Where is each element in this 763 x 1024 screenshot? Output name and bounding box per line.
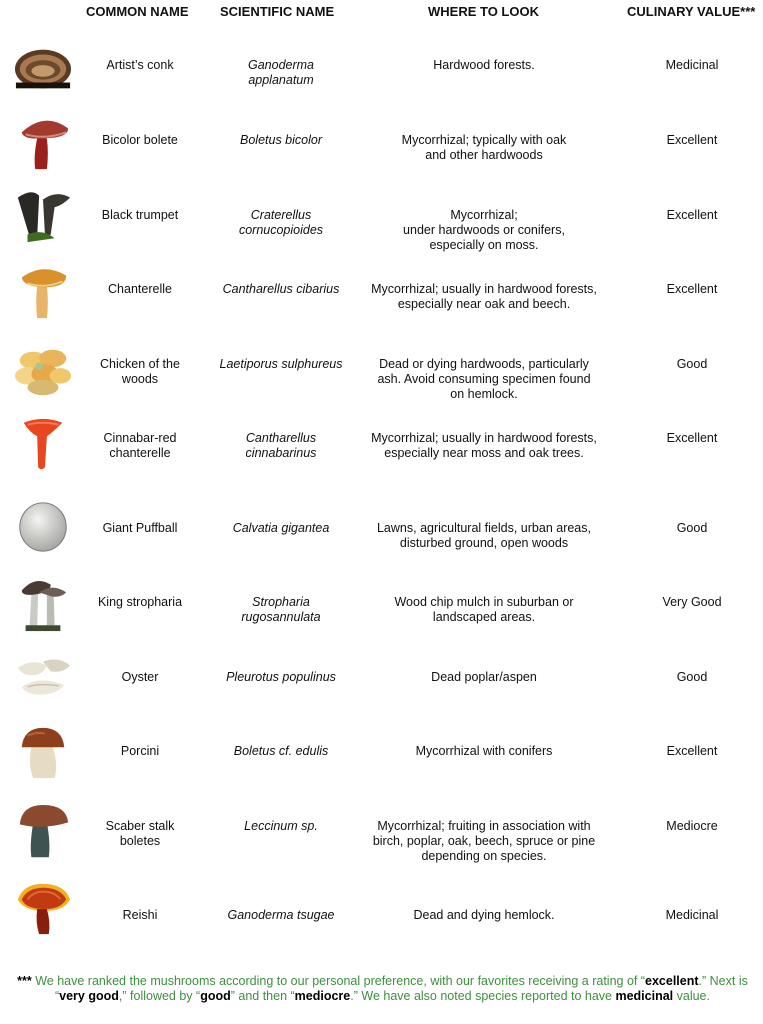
- footnote-emphasis: mediocre: [294, 989, 351, 1003]
- culinary-value: Good: [676, 670, 708, 684]
- scientific-name: Boletus cf. edulis: [233, 744, 329, 758]
- culinary-value: Good: [676, 357, 708, 371]
- scientific-name: Pleurotus populinus: [226, 670, 336, 684]
- footnote-text: value.: [673, 989, 710, 1003]
- scientific-name: Cantharellus cibarius: [222, 282, 340, 296]
- scaber-stalk-icon: [14, 805, 72, 863]
- chanterelle-icon: [14, 264, 72, 322]
- where-to-look: Dead or dying hardwoods, particularly ash. Avoid consuming specimen found on hemlock.: [377, 357, 591, 401]
- common-name: Chicken of the woods: [100, 357, 180, 386]
- footnote-text: .” Next is “: [54, 974, 748, 1003]
- common-name: Oyster: [121, 670, 159, 684]
- where-to-look: Lawns, agricultural fields, urban areas, disturbed ground, open woods: [376, 521, 591, 550]
- reishi-icon: [14, 880, 72, 938]
- where-to-look: Mycorrhizal with conifers: [415, 744, 553, 758]
- common-name: Giant Puffball: [102, 521, 178, 535]
- culinary-value: Very Good: [662, 595, 722, 609]
- footnote-emphasis: excellent: [645, 974, 699, 988]
- culinary-value: Excellent: [666, 744, 718, 758]
- artists-conk-icon: [14, 40, 72, 98]
- footnote-stars: ***: [17, 974, 32, 988]
- scientific-name: Leccinum sp.: [244, 819, 318, 833]
- common-name: Black trumpet: [101, 208, 179, 222]
- scientific-name: Ganoderma tsugae: [227, 908, 335, 922]
- common-name: Scaber stalk boletes: [105, 819, 175, 848]
- culinary-value: Good: [676, 521, 708, 535]
- culinary-value: Excellent: [666, 282, 718, 296]
- cinnabar-chanterelle-icon: [14, 415, 72, 473]
- footnote: [10, 974, 755, 1004]
- header-where-to-look: WHERE TO LOOK: [428, 4, 539, 19]
- porcini-icon: [14, 724, 72, 782]
- common-name: Porcini: [120, 744, 160, 758]
- culinary-value: Excellent: [666, 133, 718, 147]
- chicken-of-the-woods-icon: [14, 343, 72, 401]
- black-trumpet-icon: [14, 186, 72, 244]
- common-name: Cinnabar-red chanterelle: [103, 431, 177, 460]
- common-name: Chanterelle: [108, 282, 172, 296]
- scientific-name: Cantharellus cinnabarinus: [245, 431, 317, 460]
- header-scientific-name: SCIENTIFIC NAME: [220, 4, 335, 19]
- oyster-icon: [14, 654, 72, 712]
- footnote-text: ,” followed by “: [118, 989, 201, 1003]
- where-to-look: Hardwood forests.: [433, 58, 535, 72]
- culinary-value: Excellent: [666, 208, 718, 222]
- scientific-name: Boletus bicolor: [240, 133, 322, 147]
- culinary-value: Excellent: [666, 431, 718, 445]
- common-name: Reishi: [122, 908, 158, 922]
- culinary-value: Mediocre: [666, 819, 718, 833]
- where-to-look: Wood chip mulch in suburban or landscaped areas.: [394, 595, 574, 624]
- header-culinary-value: CULINARY VALUE***: [627, 4, 756, 19]
- footnote-emphasis: very good: [59, 989, 119, 1003]
- scientific-name: Stropharia rugosannulata: [241, 595, 321, 624]
- king-stropharia-icon: [14, 575, 72, 633]
- giant-puffball-icon: [14, 497, 72, 555]
- common-name: Bicolor bolete: [102, 133, 178, 147]
- scientific-name: Craterellus cornucopioides: [238, 208, 324, 237]
- scientific-name: Laetiporus sulphureus: [219, 357, 343, 371]
- common-name: Artist’s conk: [106, 58, 174, 72]
- culinary-value: Medicinal: [665, 58, 719, 72]
- where-to-look: Mycorrhizal; under hardwoods or conifers, especially on moss.: [403, 208, 565, 252]
- footnote-text: We have ranked the mushrooms according to our personal preference, with our favorites receiving a rating of “: [31, 974, 646, 988]
- where-to-look: Mycorrhizal; fruiting in association with birch, poplar, oak, beech, spruce or pine depending on species.: [372, 819, 596, 863]
- footnote-emphasis: good: [200, 989, 231, 1003]
- where-to-look: Mycorrhizal; usually in hardwood forests, especially near moss and oak trees.: [371, 431, 597, 460]
- culinary-value: Medicinal: [665, 908, 719, 922]
- where-to-look: Dead poplar/aspen: [431, 670, 537, 684]
- footnote-text: .” We have also noted species reported to have: [350, 989, 616, 1003]
- scientific-name: Ganoderma applanatum: [247, 58, 314, 87]
- where-to-look: Mycorrhizal; typically with oak and other hardwoods: [401, 133, 567, 162]
- bicolor-bolete-icon: [14, 113, 72, 171]
- where-to-look: Mycorrhizal; usually in hardwood forests, especially near oak and beech.: [371, 282, 597, 311]
- common-name: King stropharia: [97, 595, 183, 609]
- footnote-emphasis: medicinal: [615, 989, 674, 1003]
- footnote-text: ” and then “: [230, 989, 295, 1003]
- where-to-look: Dead and dying hemlock.: [413, 908, 555, 922]
- scientific-name: Calvatia gigantea: [232, 521, 330, 535]
- header-common-name: COMMON NAME: [86, 4, 189, 19]
